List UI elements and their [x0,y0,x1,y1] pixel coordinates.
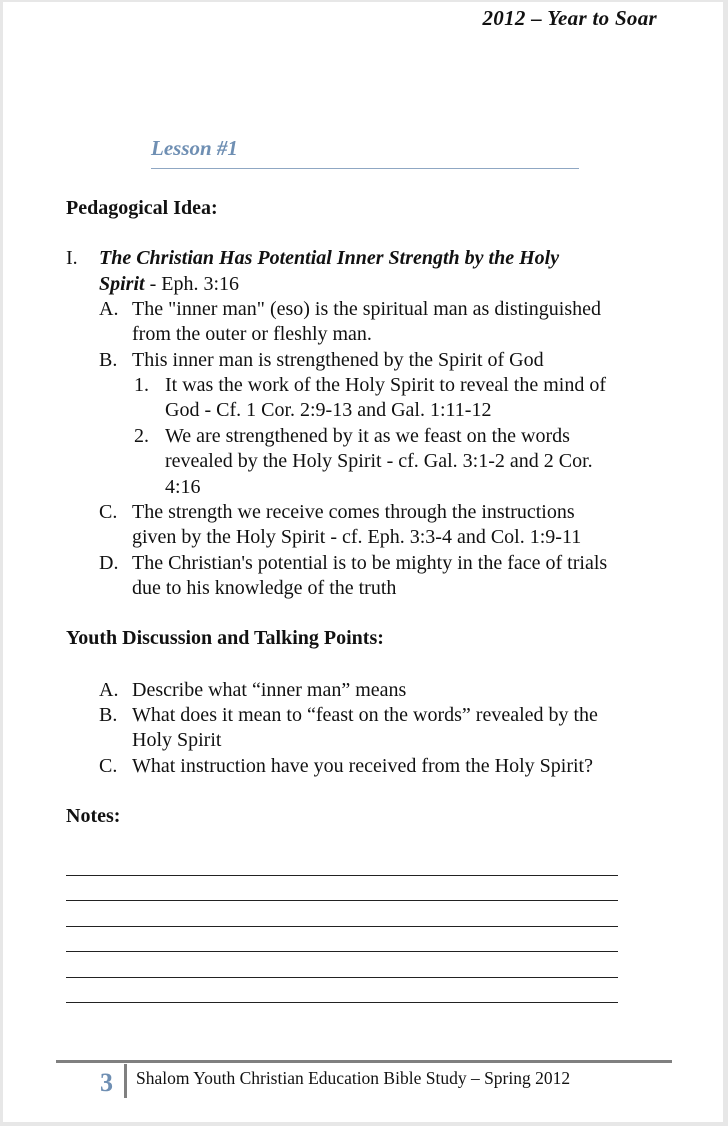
outline-a-line2: from the outer or fleshly man. [132,323,372,345]
outline-b1-marker: 1. [134,374,149,396]
outline-d-marker: D. [99,552,119,574]
outline-b2-line3: 4:16 [165,476,201,498]
discussion-a-marker: A. [99,679,119,701]
outline-b-marker: B. [99,349,118,371]
outline-title-ref: - Eph. 3:16 [144,273,240,295]
lesson-title-underline [151,168,579,169]
pedagogical-heading: Pedagogical Idea: [66,197,218,219]
outline-c-marker: C. [99,501,118,523]
notes-blank-line [66,951,618,952]
discussion-heading: Youth Discussion and Talking Points: [66,627,384,649]
notes-heading: Notes: [66,805,121,827]
outline-title-spirit: Spirit [99,273,145,295]
notes-blank-line [66,875,618,876]
footer-rule [56,1060,672,1063]
outline-d-line2: due to his knowledge of the truth [132,577,397,599]
running-header-title: 2012 – Year to Soar [482,6,657,30]
footer-text: Shalom Youth Christian Education Bible Study – Spring 2012 [136,1068,571,1088]
page-number-divider [124,1064,127,1098]
outline-roman-marker: I. [66,247,78,269]
discussion-c-marker: C. [99,755,118,777]
outline-a-marker: A. [99,298,119,320]
outline-title-line2 [99,272,239,298]
discussion-a-line1: Describe what “inner man” means [132,679,407,701]
outline-b2-line2: revealed by the Holy Spirit - cf. Gal. 3:1-2 and 2 Cor. [165,450,593,472]
outline-b1-line1: It was the work of the Holy Spirit to reveal the mind of [165,374,607,396]
lesson-title: Lesson #1 [151,136,238,160]
outline-c-line2: given by the Holy Spirit - cf. Eph. 3:3-4 and Col. 1:9-11 [132,526,582,548]
notes-blank-line [66,926,618,927]
outline-b-line1: This inner man is strengthened by the Spirit of God [132,349,544,371]
outline-c-line1: The strength we receive comes through the instructions [132,501,575,523]
discussion-b-marker: B. [99,704,118,726]
outline-b2-marker: 2. [134,425,149,447]
discussion-b-line2: Holy Spirit [132,729,222,751]
notes-blank-line [66,1002,618,1003]
outline-b1-line2: God - Cf. 1 Cor. 2:9-13 and Gal. 1:11-12 [165,399,492,421]
outline-title-line1: The Christian Has Potential Inner Strength by the Holy [99,247,560,269]
page-number: 3 [100,1068,113,1097]
notes-blank-line [66,977,618,978]
outline-d-line1: The Christian's potential is to be mighty in the face of trials [132,552,608,574]
discussion-b-line1: What does it mean to “feast on the words” revealed by the [132,704,598,726]
outline-a-line1: The "inner man" (eso) is the spiritual man as distinguished [132,298,602,320]
document-page [3,2,723,1122]
notes-blank-line [66,900,618,901]
outline-b2-line1: We are strengthened by it as we feast on the words [165,425,570,447]
discussion-c-line1: What instruction have you received from the Holy Spirit? [132,755,593,777]
